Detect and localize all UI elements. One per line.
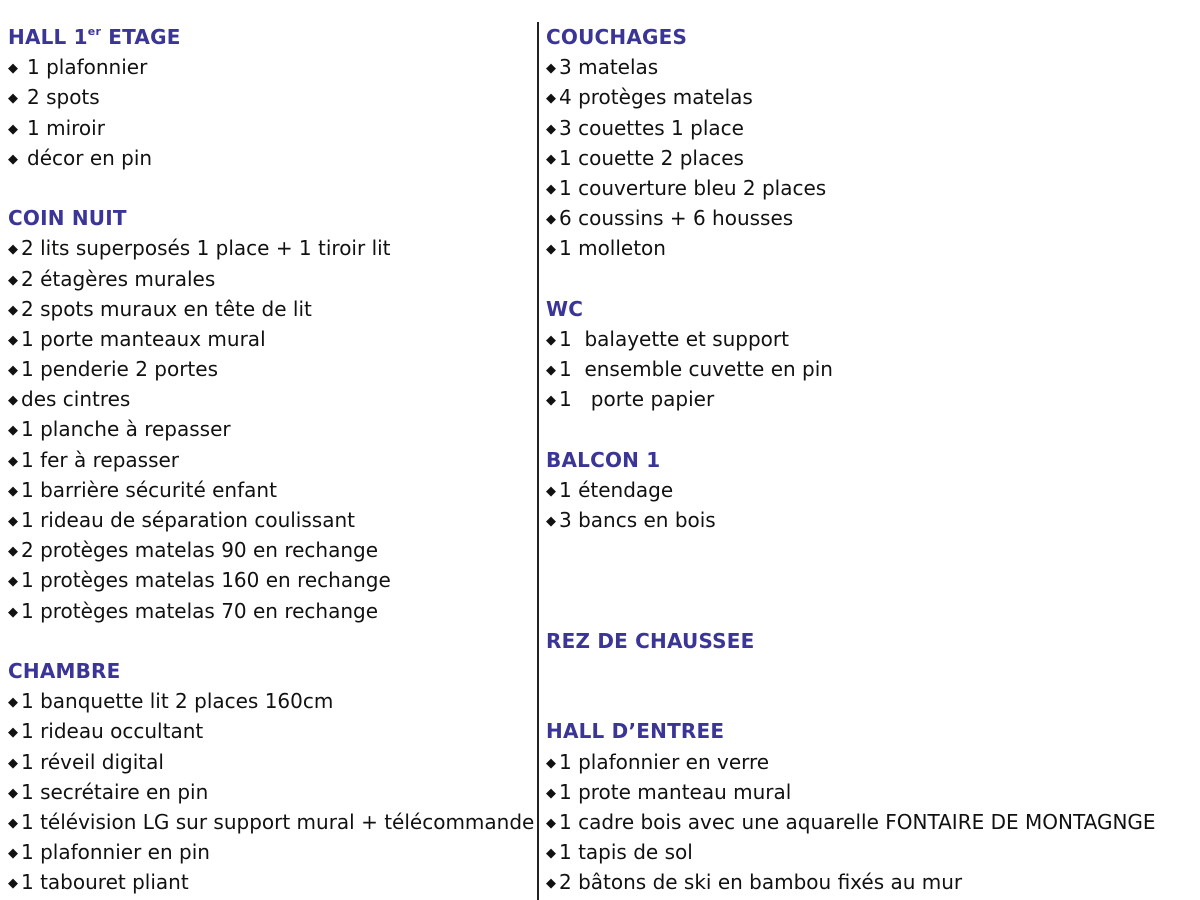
list-item xyxy=(8,294,533,324)
list-item xyxy=(8,324,533,354)
bullet-diamond-icon: ◆ xyxy=(8,393,18,409)
list-item-text: 1 cadre bois avec une aquarelle FONTAIRE DE MONTAGNGE xyxy=(559,809,1156,834)
bullet-diamond-icon: ◆ xyxy=(8,483,18,499)
list-item xyxy=(8,143,533,173)
bullet-diamond-icon: ◆ xyxy=(8,876,18,892)
list-item xyxy=(546,52,1196,82)
bullet-diamond-icon: ◆ xyxy=(8,755,18,771)
list-item-text: 1 protèges matelas 70 en rechange xyxy=(21,598,379,623)
section-title-hall-1er-etage: HALL 1er ETAGE xyxy=(8,25,181,49)
list-item-text: 2 spots muraux en tête de lit xyxy=(21,296,312,321)
left-column xyxy=(8,22,533,897)
list-item xyxy=(8,777,533,807)
list-item xyxy=(8,747,533,777)
section-title-couchages: COUCHAGES xyxy=(546,25,688,49)
list-item-text: 1 penderie 2 portes xyxy=(21,357,219,382)
list-item xyxy=(546,354,1196,384)
list-item-text: 1 banquette lit 2 places 160cm xyxy=(21,689,334,714)
list-item-text: 1 porte manteaux mural xyxy=(21,326,266,351)
bullet-diamond-icon: ◆ xyxy=(8,302,18,318)
list-item xyxy=(8,535,533,565)
list-item xyxy=(546,475,1196,505)
bullet-diamond-icon: ◆ xyxy=(8,151,18,167)
list-item xyxy=(546,747,1196,777)
couchages-list xyxy=(546,52,1196,263)
list-item-text: 2 étagères murales xyxy=(21,266,216,291)
list-item xyxy=(546,203,1196,233)
bullet-diamond-icon: ◆ xyxy=(8,695,18,711)
list-item-text: 1 balayette et support xyxy=(559,326,789,351)
bullet-diamond-icon: ◆ xyxy=(546,876,556,892)
bullet-diamond-icon: ◆ xyxy=(546,151,556,167)
list-item xyxy=(546,82,1196,112)
list-item-text: 2 spots xyxy=(27,85,100,110)
list-item xyxy=(8,414,533,444)
bullet-diamond-icon: ◆ xyxy=(8,815,18,831)
list-item-text: 3 bancs en bois xyxy=(559,508,716,532)
list-item xyxy=(8,475,533,505)
list-item-text: 1 molleton xyxy=(559,236,666,261)
hall-1er-etage-list xyxy=(8,52,533,173)
list-item-text: 1 prote manteau mural xyxy=(559,779,792,804)
list-item-text: 3 couettes 1 place xyxy=(559,115,744,140)
list-item xyxy=(8,565,533,595)
bullet-diamond-icon: ◆ xyxy=(546,483,556,499)
section-title-chambre: CHAMBRE xyxy=(8,658,121,683)
list-item-text: 1 protèges matelas 160 en rechange xyxy=(21,568,391,593)
list-item-text: 1 couverture bleu 2 places xyxy=(559,175,827,200)
bullet-diamond-icon: ◆ xyxy=(546,815,556,831)
list-item xyxy=(546,143,1196,173)
list-item-text: 6 coussins + 6 housses xyxy=(559,206,794,231)
list-item-text: 1 secrétaire en pin xyxy=(21,779,209,804)
list-item-text: 1 porte papier xyxy=(559,387,715,412)
list-item xyxy=(8,837,533,867)
bullet-diamond-icon: ◆ xyxy=(546,212,556,228)
bullet-diamond-icon: ◆ xyxy=(8,514,18,529)
bullet-diamond-icon: ◆ xyxy=(546,846,556,862)
column-divider xyxy=(537,22,539,900)
list-item xyxy=(546,807,1196,837)
section-title-balcon-1: BALCON 1 xyxy=(546,447,661,472)
list-item xyxy=(546,867,1196,897)
bullet-diamond-icon: ◆ xyxy=(8,61,18,77)
list-item xyxy=(8,716,533,746)
bullet-diamond-icon: ◆ xyxy=(546,332,556,348)
list-item xyxy=(8,807,533,837)
bullet-diamond-icon: ◆ xyxy=(546,121,556,137)
list-item-text: des cintres xyxy=(21,387,131,412)
bullet-diamond-icon: ◆ xyxy=(8,785,18,801)
bullet-diamond-icon: ◆ xyxy=(8,574,18,590)
list-item-text: 3 matelas xyxy=(559,55,659,80)
list-item-text: 1 plafonnier xyxy=(27,55,148,80)
list-item xyxy=(8,52,533,82)
list-item-text: 1 fer à repasser xyxy=(21,447,180,472)
bullet-diamond-icon: ◆ xyxy=(546,514,556,529)
list-item xyxy=(546,777,1196,807)
bullet-diamond-icon: ◆ xyxy=(546,61,556,77)
bullet-diamond-icon: ◆ xyxy=(546,91,556,107)
bullet-diamond-icon: ◆ xyxy=(8,242,18,258)
list-item-text: 4 protèges matelas xyxy=(559,85,753,110)
coin-nuit-list xyxy=(8,233,533,625)
list-item xyxy=(8,445,533,475)
list-item xyxy=(546,113,1196,143)
bullet-diamond-icon: ◆ xyxy=(546,181,556,197)
bullet-diamond-icon: ◆ xyxy=(8,423,18,439)
list-item xyxy=(8,384,533,414)
list-item xyxy=(546,173,1196,203)
list-item-text: 1 rideau occultant xyxy=(21,719,204,744)
bullet-diamond-icon: ◆ xyxy=(8,453,18,469)
list-item-text: 1 réveil digital xyxy=(21,749,164,774)
section-title-wc: WC xyxy=(546,296,584,321)
bullet-diamond-icon: ◆ xyxy=(546,785,556,801)
list-item-text: 1 rideau de séparation coulissant xyxy=(21,508,355,532)
bullet-diamond-icon: ◆ xyxy=(546,393,556,409)
list-item xyxy=(546,505,1196,535)
chambre-list xyxy=(8,686,533,897)
list-item xyxy=(546,233,1196,263)
bullet-diamond-icon: ◆ xyxy=(8,725,18,741)
bullet-diamond-icon: ◆ xyxy=(8,846,18,862)
list-item-text: 1 plafonnier en pin xyxy=(21,840,210,865)
bullet-diamond-icon: ◆ xyxy=(8,272,18,288)
list-item xyxy=(8,233,533,263)
list-item-text: 2 bâtons de ski en bambou fixés au mur xyxy=(559,870,963,895)
list-item-text: 1 barrière sécurité enfant xyxy=(21,477,277,502)
section-title-rez-de-chaussee: REZ DE CHAUSSEE xyxy=(546,628,755,653)
list-item xyxy=(8,354,533,384)
balcon-list xyxy=(546,475,1196,535)
list-item xyxy=(8,113,533,143)
list-item-text: 1 tapis de sol xyxy=(559,840,693,865)
list-item xyxy=(8,264,533,294)
bullet-diamond-icon: ◆ xyxy=(8,91,18,107)
list-item xyxy=(8,596,533,626)
wc-list xyxy=(546,324,1196,415)
list-item-text: 1 miroir xyxy=(27,115,105,140)
bullet-diamond-icon: ◆ xyxy=(8,544,18,560)
bullet-diamond-icon: ◆ xyxy=(8,604,18,620)
right-column xyxy=(546,22,1196,897)
list-item-text: décor en pin xyxy=(27,145,153,170)
list-item-text: 1 étendage xyxy=(559,477,674,502)
list-item-text: 1 tabouret pliant xyxy=(21,870,189,895)
list-item-text: 1 ensemble cuvette en pin xyxy=(559,357,833,382)
list-item xyxy=(8,686,533,716)
bullet-diamond-icon: ◆ xyxy=(8,363,18,379)
list-item xyxy=(8,867,533,897)
list-item-text: 1 planche à repasser xyxy=(21,417,231,442)
list-item-text: 1 couette 2 places xyxy=(559,145,744,170)
bullet-diamond-icon: ◆ xyxy=(546,755,556,771)
section-title-coin-nuit: COIN NUIT xyxy=(8,206,127,231)
bullet-diamond-icon: ◆ xyxy=(546,363,556,379)
list-item xyxy=(8,82,533,112)
list-item-text: 2 protèges matelas 90 en rechange xyxy=(21,538,379,563)
list-item-text: 2 lits superposés 1 place + 1 tiroir lit xyxy=(21,236,391,261)
list-item-text: 1 télévision LG sur support mural + télécommande xyxy=(21,809,535,834)
list-item xyxy=(546,384,1196,414)
bullet-diamond-icon: ◆ xyxy=(8,332,18,348)
hall-d-entree-list xyxy=(546,747,1196,898)
bullet-diamond-icon: ◆ xyxy=(8,121,18,137)
list-item xyxy=(546,324,1196,354)
bullet-diamond-icon: ◆ xyxy=(546,242,556,258)
list-item xyxy=(8,505,533,535)
section-title-hall-d-entree: HALL D’ENTREE xyxy=(546,719,725,744)
list-item xyxy=(546,837,1196,867)
list-item-text: 1 plafonnier en verre xyxy=(559,749,770,774)
